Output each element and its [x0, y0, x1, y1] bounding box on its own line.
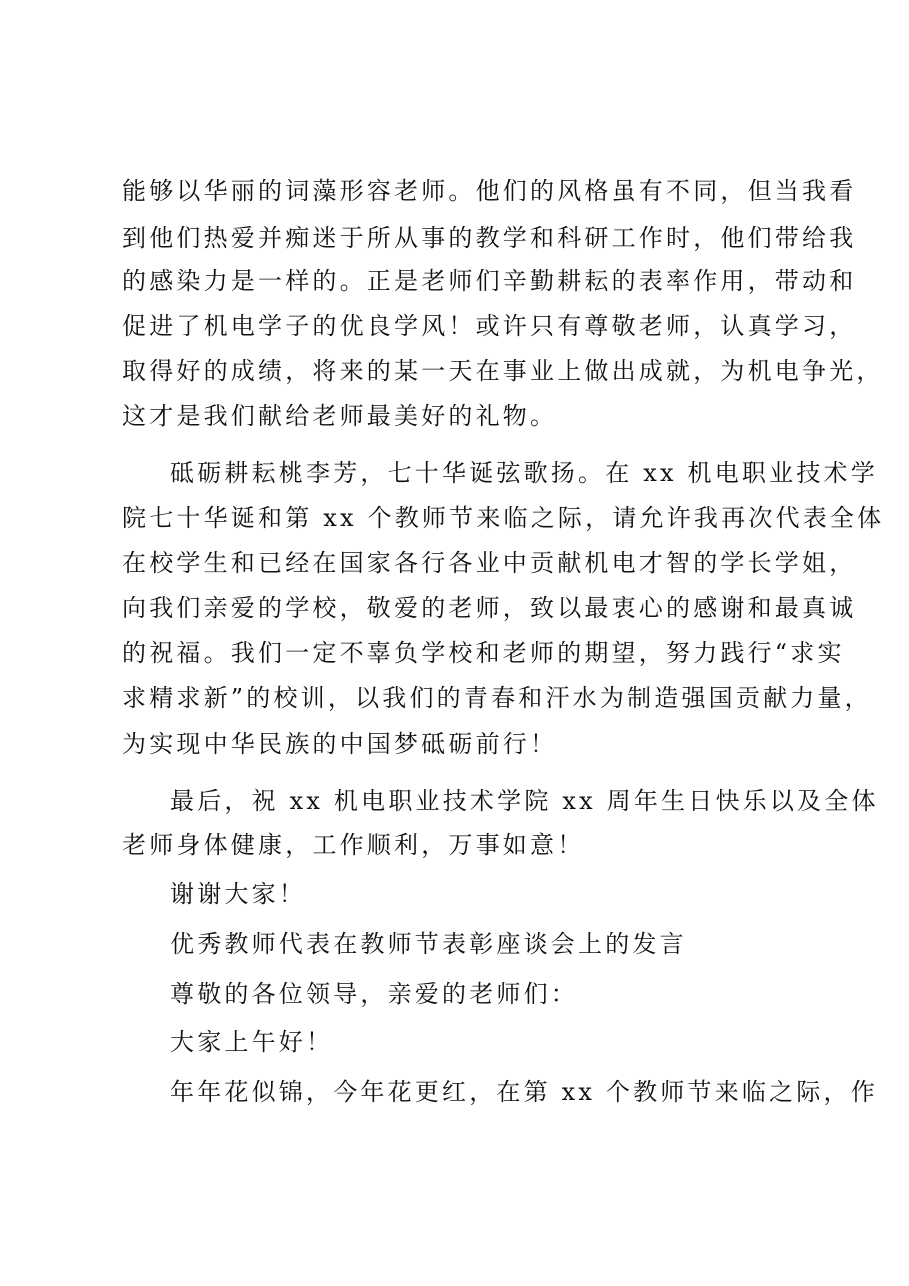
- text-line: 为实现中华民族的中国梦砥砺前行！: [122, 730, 558, 758]
- text-line: 院七十华诞和第 xx 个教师节来临之际，请允许我再次代表全体: [122, 504, 885, 532]
- paragraph-first-line: 年年花似锦，今年花更红，在第 xx 个教师节来临之际，作: [170, 1078, 878, 1106]
- text-line: 取得好的成绩，将来的某一天在事业上做出成就，为机电争光，: [122, 357, 884, 385]
- salutation: 尊敬的各位领导，亲爱的老师们：: [170, 980, 578, 1008]
- text-line: 的祝福。我们一定不辜负学校和老师的期望，努力践行“求实: [122, 639, 845, 667]
- text-line: 在校学生和已经在国家各行各业中贡献机电才智的学长学姐，: [122, 549, 857, 577]
- text-line: 能够以华丽的词藻形容老师。他们的风格虽有不同，但当我看: [122, 177, 857, 205]
- paragraph-first-line: 最后，祝 xx 机电职业技术学院 xx 周年生日快乐以及全体: [170, 787, 879, 815]
- text-line: 求精求新”的校训，以我们的青春和汗水为制造强国贡献力量，: [122, 684, 872, 712]
- text-line: 这才是我们献给老师最美好的礼物。: [122, 402, 558, 430]
- closing-thanks: 谢谢大家！: [170, 880, 306, 908]
- text-line: 向我们亲爱的学校，敬爱的老师，致以最衷心的感谢和最真诚: [122, 594, 857, 622]
- text-line: 老师身体健康，工作顺利，万事如意！: [122, 831, 585, 859]
- speech-title: 优秀教师代表在教师节表彰座谈会上的发言: [170, 930, 687, 958]
- paragraph-first-line: 砥砺耕耘桃李芳，七十华诞弦歌扬。在 xx 机电职业技术学: [170, 459, 878, 487]
- greeting: 大家上午好！: [170, 1028, 334, 1056]
- text-line: 的感染力是一样的。正是老师们辛勤耕耘的表率作用，带动和: [122, 267, 857, 295]
- text-line: 到他们热爱并痴迷于所从事的教学和科研工作时，他们带给我: [122, 224, 857, 252]
- text-line: 促进了机电学子的优良学风！或许只有尊敬老师，认真学习，: [122, 312, 857, 340]
